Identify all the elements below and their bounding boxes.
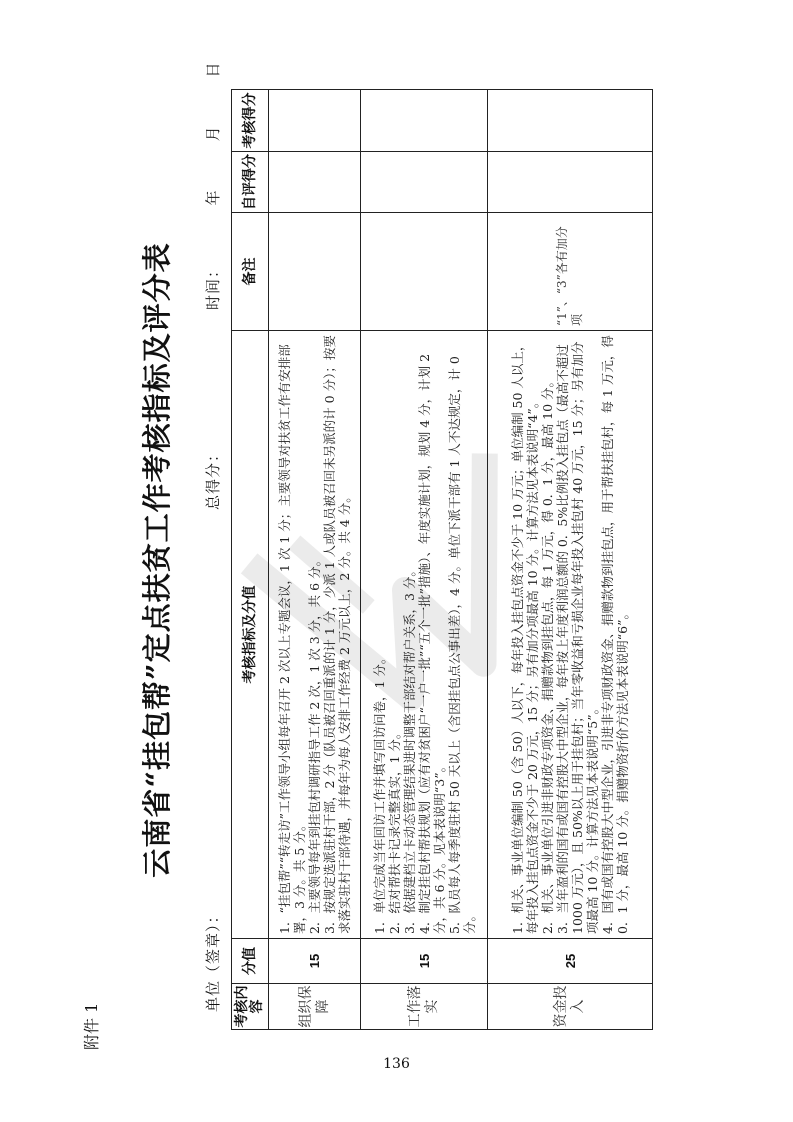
- indicator-item: 5．队员每人每季度驻村 50 天以上（含因挂包点公事出差），4 分。单位下派干部有 1 人不达规定，计 0 分。: [446, 356, 477, 934]
- row-note: [269, 213, 361, 331]
- row-note: “1”、“3”各有加分项: [488, 213, 653, 331]
- row-indicators: [488, 331, 653, 939]
- indicator-item: 2．机关、事业单位引进非财政专项资金、捐赠款物到挂包点，每 1 万元，得 0．1 分，最高 10 分。: [540, 374, 555, 934]
- table-header-row: [232, 90, 269, 1030]
- row-note: [361, 213, 488, 331]
- indicator-item: 3．当年盈利的国有或国有控股大中型企业，每年按上年度利润总额的 0．5%比例投入挂包点（最高不超过 1000 万元），且 50%以上用于挂包村；当年零收益和亏损企业每年投入挂包村 40 万元，15 分；另有加分项最高 10 分。计算方法见本表说明“5”。: [555, 341, 600, 934]
- col-header-note: 备注: [232, 213, 269, 331]
- evaluation-table: [231, 89, 653, 1030]
- col-header-score: 分值: [232, 939, 269, 984]
- indicator-item: 2．主要领导每年到挂包村调研指导工作 2 次，1 次 3 分，共 6 分。: [307, 553, 322, 934]
- table-row: [488, 90, 653, 1030]
- col-header-self-score: 自评得分: [232, 152, 269, 213]
- indicator-item: 3．按规定选派驻村干部，2 分（队员被召回重派的计 1 分，少派 1 人或队员被召回未另派的计 0 分）；按要求落实驻村干部待遇，并每年为每人安排工作经费 2 万元以上，2 分。共 4 分。: [322, 335, 352, 934]
- total-score-label: 总得分：: [204, 445, 222, 510]
- row-score: 15: [361, 939, 488, 984]
- row-score: 25: [488, 939, 653, 984]
- self-score-cell[interactable]: [361, 152, 488, 213]
- assessed-score-cell[interactable]: [488, 90, 653, 152]
- rotated-form: [135, 50, 655, 1030]
- row-indicators: [361, 331, 488, 939]
- self-score-cell[interactable]: [488, 152, 653, 213]
- row-category: 组织保障: [269, 984, 361, 1030]
- assessed-score-cell[interactable]: [269, 90, 361, 152]
- date-label: 时间： 年 月 日: [204, 61, 222, 310]
- page-title: 云南省“挂包帮”定点扶贫工作考核指标及评分表: [140, 242, 174, 878]
- table-row: [361, 90, 488, 1030]
- unit-seal-label: 单位（签章）：: [204, 907, 222, 1012]
- col-header-assessed-score: 考核得分: [232, 90, 269, 152]
- row-category: 资金投入: [488, 984, 653, 1030]
- row-indicators: [269, 331, 361, 939]
- col-header-content: 考核内容: [232, 984, 269, 1030]
- self-score-cell[interactable]: [269, 152, 361, 213]
- assessed-score-cell[interactable]: [361, 90, 488, 152]
- page-number: 136: [383, 1056, 410, 1072]
- indicator-item: 4．国有或国有控股大中型企业，引进非专项财政资金、捐赠款物到挂包点，用于帮扶挂包村，每 1 万元，得 0．1 分，最高 10 分。捐赠物资折价方法见本表说明“6”。: [600, 335, 630, 934]
- table-row: [269, 90, 361, 1030]
- indicator-item: 2．结对帮扶卡记录完整真实，1 分。: [386, 726, 402, 934]
- row-score: 15: [269, 939, 361, 984]
- indicator-item: 1．单位完成当年回访工作并填写回访问卷，1 分。: [371, 651, 387, 934]
- indicator-item: 1．“挂包帮”“转走访”工作领导小组每年召开 2 次以上专题会议，1 次 1 分；主要领导对扶贫工作有安排部署，3 分。共 5 分。: [277, 344, 307, 934]
- indicator-item: 3．依据建档立卡动态管理结果进时调整干部结对帮户关系，3 分。: [401, 564, 417, 934]
- col-header-indicators: 考核指标及分值: [232, 331, 269, 939]
- attachment-label: 附件 1: [82, 1002, 101, 1050]
- indicator-item: 1．机关、事业单位编制 50（含 50）人以下，每年投入挂包点资金不少于 10 万元；单位编制 50 人以上，每年投入挂包点资金不少于 20 万元，15 分；另有加分项最高 10 分。计算方法见本表说明“4”。: [510, 338, 540, 934]
- indicator-item: 4．制定挂包村帮扶规划（应有对贫困户“一户一批”“五个一批”措施）、年度实施计划，规划 4 分，计划 2 分，共 6 分。见本表说明“3”。: [416, 353, 447, 934]
- row-category: 工作落实: [361, 984, 488, 1030]
